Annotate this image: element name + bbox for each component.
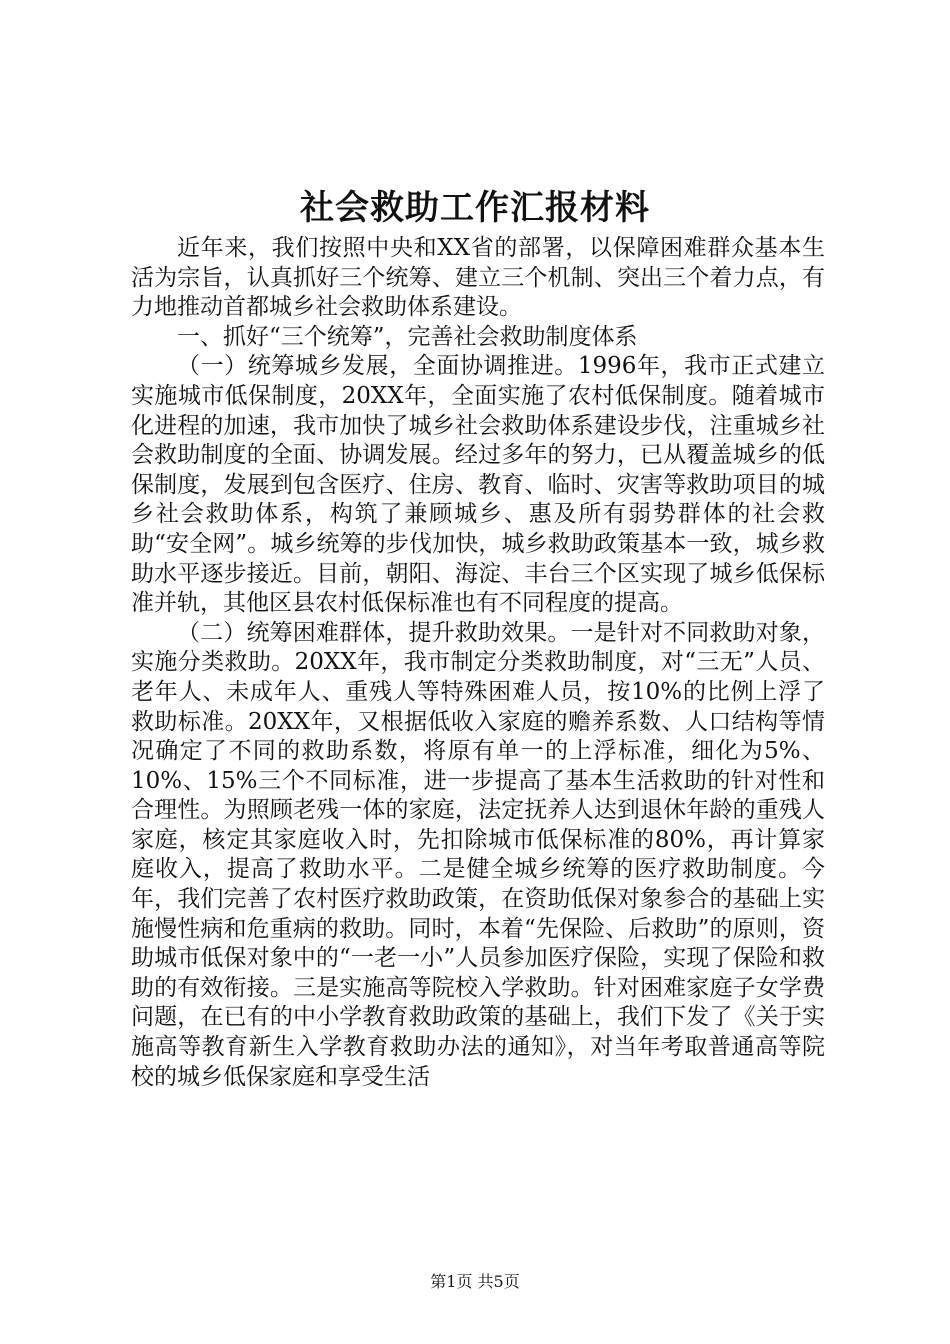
paragraph-subsection-2: （二）统筹困难群体，提升救助效果。一是针对不同救助对象，实施分类救助。20XX年，我市制定分类救助制度，对“三无”人员、老年人、未成年人、重残人等特殊困难人员，按10%的比例上浮了救助标准。20XX年，又根据低收入家庭的赡养系数、人口结构等情况确定了不同的救助系数，将原有单一的上浮标准，细化为5%、10%、15%三个不同标准，进一步提高了基本生活救助的针对性和合理性。为照顾老残一体的家庭，法定抚养人达到退休年龄的重残人家庭，核定其家庭收入时，先扣除城市低保标准的80%，再计算家庭收入，提高了救助水平。二是健全城乡统筹的医疗救助制度。今年，我们完善了农村医疗救助政策，在资助低保对象参合的基础上实施慢性病和危重病的救助。同时，本着“先保险、后救助”的原则，资助城市低保对象中的“一老一小”人员参加医疗保险，实现了保险和救助的有效衔接。三是实施高等院校入学救助。针对困难家庭子女学费问题，在已有的中小学教育救助政策的基础上，我们下发了《关于实施高等教育新生入学教育救助办法的通知》，对当年考取普通高等院校的城乡低保家庭和享受生活 [131, 619, 825, 1090]
document-body [131, 234, 825, 1092]
page-footer: 第1页 共5页 [430, 1272, 520, 1291]
paragraph-intro: 近年来，我们按照中央和XX省的部署，以保障困难群众基本生活为宗旨，认真抓好三个统筹、建立三个机制、突出三个着力点，有力地推动首都城乡社会救助体系建设。 [131, 235, 825, 321]
paragraph-subsection-1: （一）统筹城乡发展，全面协调推进。1996年，我市正式建立实施城市低保制度，20XX年，全面实施了农村低保制度。随着城市化进程的加速，我市加快了城乡社会救助体系建设步伐，注重城乡社会救助制度的全面、协调发展。经过多年的努力，已从覆盖城乡的低保制度，发展到包含医疗、住房、教育、临时、灾害等救助项目的城乡社会救助体系，构筑了兼顾城乡、惠及所有弱势群体的社会救助“安全网”。城乡统筹的步伐加快，城乡救助政策基本一致，城乡救助水平逐步接近。目前，朝阳、海淀、丰台三个区实现了城乡低保标准并轨，其他区县农村低保标准也有不同程度的提高。 [131, 353, 825, 617]
section-heading-1: 一、抓好“三个统筹”，完善社会救助制度体系 [177, 323, 638, 350]
document-title: 社会救助工作汇报材料 [300, 188, 650, 228]
